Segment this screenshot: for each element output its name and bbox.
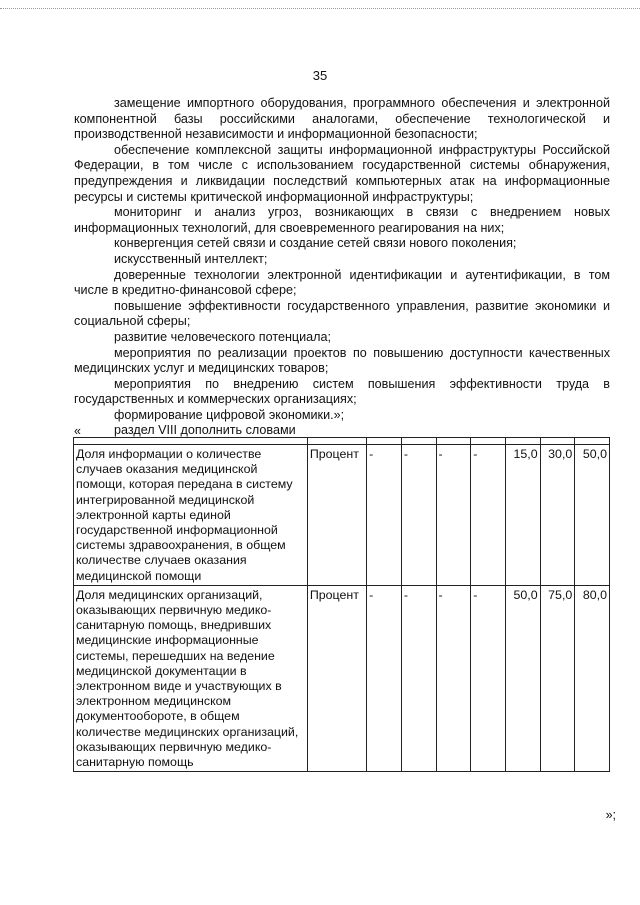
indicator-value: 75,0 xyxy=(540,585,575,771)
paragraph-infrastructure-protection: обеспечение комплексной защиты информационной инфраструктуры Российской Федерации, в том числе с использованием государственной системы обнаружения, предупреждения и ликвидации последствий компьютерных атак на информационные ресурсы и системы критической информационной инфраструктуры; xyxy=(74,142,610,204)
table-row xyxy=(74,445,610,586)
indicator-value: 50,0 xyxy=(575,445,610,586)
indicator-unit: Процент xyxy=(307,445,366,586)
paragraph-digital-economy: формирование цифровой экономики.»; xyxy=(114,407,345,422)
indicator-name: Доля информации о количестве случаев оказания медицинской помощи, которая передана в систему интегрированной медицинской электронной карты единой государственной информационной системы здравоохранения, в общем количестве случаев оказания медицинской помощи xyxy=(74,445,308,586)
paragraph-threat-monitoring: мониторинг и анализ угроз, возникающих в связи с внедрением новых информационных технологий, для своевременного реагирования на них; xyxy=(74,205,610,235)
paragraph-network-convergence: конвергенция сетей связи и создание сетей связи нового поколения; xyxy=(114,236,517,251)
indicator-value-empty: - xyxy=(436,585,471,771)
indicator-unit: Процент xyxy=(307,585,366,771)
paragraph-government-efficiency: повышение эффективности государственного управления, развитие экономики и социальной сферы; xyxy=(74,298,610,329)
paragraph-section-viii: раздел VIII дополнить словами xyxy=(114,423,296,438)
body-text xyxy=(74,96,610,439)
indicator-value-empty: - xyxy=(367,445,402,586)
paragraph-medical-services: мероприятия по реализации проектов по повышению доступности качественных медицинских услуг и медицинских товаров; xyxy=(74,345,610,376)
paragraph-human-potential: развитие человеческого потенциала; xyxy=(114,329,332,344)
indicator-value: 80,0 xyxy=(575,585,610,771)
paragraph-trusted-identification: доверенные технологии электронной идентификации и аутентификации, в том числе в кредитно-финансовой сфере; xyxy=(74,267,610,298)
paragraph-import-substitution: замещение импортного оборудования, программного обеспечения и электронной компонентной базы российскими аналогами, обеспечение технологической и производственной независимости и информационной безопасности; xyxy=(74,96,610,142)
paragraph-labor-efficiency: мероприятия по внедрению систем повышения эффективности труда в государственных и коммерческих организациях; xyxy=(74,376,610,407)
indicator-value: 50,0 xyxy=(505,585,540,771)
indicator-value-empty: - xyxy=(367,585,402,771)
indicator-value-empty: - xyxy=(471,585,506,771)
indicators-table xyxy=(73,437,610,772)
opening-quote-mark: « xyxy=(74,424,81,438)
indicator-value-empty: - xyxy=(401,585,436,771)
indicator-value: 30,0 xyxy=(540,445,575,586)
scan-artifact-line xyxy=(0,8,640,10)
indicator-value-empty: - xyxy=(436,445,471,586)
table-top-spacer-row xyxy=(74,438,610,445)
indicator-name: Доля медицинских организаций, оказывающих первичную медико-санитарную помощь, внедривших медицинские информационные системы, перешедших на ведение медицинской документации в электронном виде и участвующих в электронном медицинском документообороте, в общем количестве медицинских организаций, оказывающих первичную медико-санитарную помощь xyxy=(74,585,308,771)
paragraph-artificial-intelligence: искусственный интеллект; xyxy=(114,251,268,266)
indicator-value-empty: - xyxy=(401,445,436,586)
closing-quote-mark: »; xyxy=(605,808,616,822)
indicator-value: 15,0 xyxy=(505,445,540,586)
indicator-value-empty: - xyxy=(471,445,506,586)
page-number: 35 xyxy=(312,68,328,83)
table-row xyxy=(74,585,610,771)
